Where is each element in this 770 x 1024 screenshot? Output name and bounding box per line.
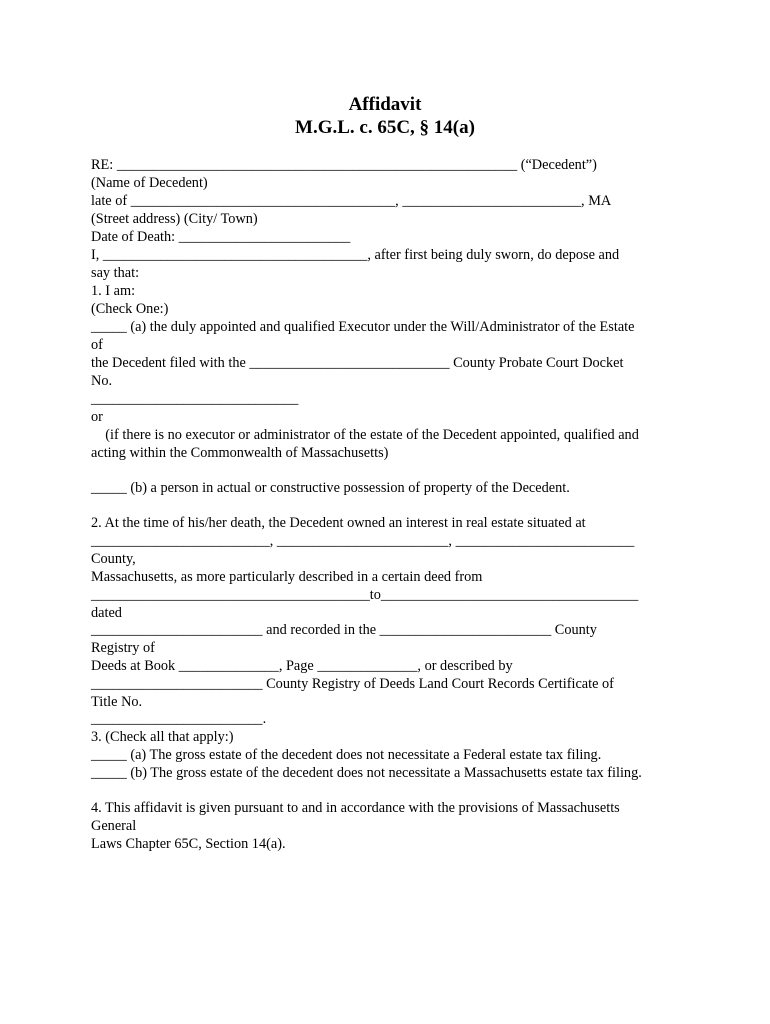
docket-no-blank: _____________________________ (91, 391, 299, 407)
county-label: County, (91, 551, 136, 567)
option-b-possession: _____ (b) a person in actual or constructive possession of property of the Decedent. (91, 480, 570, 496)
name-of-decedent-caption: (Name of Decedent) (91, 175, 208, 191)
book-page-line: Deeds at Book ______________, Page ______________, or described by (91, 658, 513, 674)
option-a-continued: of (91, 337, 103, 353)
late-of-line: late of _____________________________________, _________________________, MA (91, 193, 612, 209)
docket-no-label: No. (91, 373, 113, 389)
laws-chapter-line: Laws Chapter 65C, Section 14(a). (91, 836, 286, 852)
or-separator: or (91, 409, 103, 425)
no-executor-note: (if there is no executor or administrator of the estate of the Decedent appointed, qualified and (91, 427, 639, 443)
title-no-label: Title No. (91, 694, 143, 710)
real-estate-location-blanks: _________________________, ________________________, _________________________ (91, 533, 635, 549)
date-of-death-line: Date of Death: ________________________ (91, 229, 351, 245)
say-that-line: say that: (91, 265, 140, 281)
deed-description-line: Massachusetts, as more particularly described in a certain deed from (91, 569, 483, 585)
address-caption: (Street address) (City/ Town) (91, 211, 258, 227)
option-a-executor: _____ (a) the duly appointed and qualified Executor under the Will/Administrator of the Estate (91, 319, 635, 335)
registry-of-label: Registry of (91, 640, 155, 656)
document-citation: M.G.L. c. 65C, § 14(a) (295, 117, 475, 138)
re-decedent-line: RE: ________________________________________________________ (“Decedent”) (91, 157, 597, 173)
document-title: Affidavit (348, 94, 422, 115)
item-1-heading: 1. I am: (91, 283, 136, 299)
general-label: General (91, 818, 137, 834)
item-4-heading: 4. This affidavit is given pursuant to and in accordance with the provisions of Massachusetts (91, 800, 620, 816)
probate-court-line: the Decedent filed with the ____________________________ County Probate Court Docket (91, 355, 624, 371)
deed-from-to-blanks: _______________________________________to____________________________________ (91, 587, 639, 603)
title-no-blank: ________________________. (91, 711, 267, 727)
land-court-line: ________________________ County Registry of Deeds Land Court Records Certificate of (91, 676, 614, 692)
item-2-heading: 2. At the time of his/her death, the Decedent owned an interest in real estate situated at (91, 515, 586, 531)
affiant-line: I, _____________________________________, after first being duly sworn, do depose and (91, 247, 620, 263)
recorded-in-line: ________________________ and recorded in the ________________________ County (91, 622, 597, 638)
item-3-heading: 3. (Check all that apply:) (91, 729, 234, 745)
check-one-caption: (Check One:) (91, 301, 169, 317)
dated-label: dated (91, 605, 122, 621)
massachusetts-tax-option: _____ (b) The gross estate of the decedent does not necessitate a Massachusetts estate tax filing. (91, 765, 642, 781)
no-executor-note-continued: acting within the Commonwealth of Massachusetts) (91, 445, 389, 461)
federal-tax-option: _____ (a) The gross estate of the decedent does not necessitate a Federal estate tax filing. (91, 747, 602, 763)
